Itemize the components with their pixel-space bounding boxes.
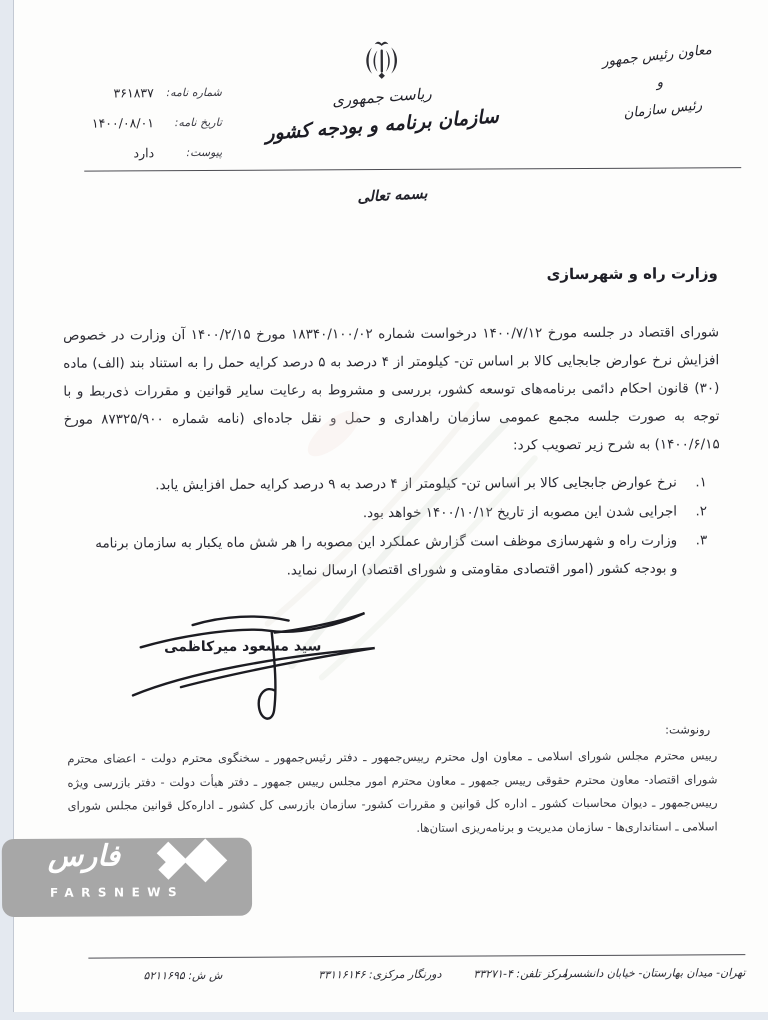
farsnews-logo-badge [2, 838, 252, 917]
letter-number-row [72, 77, 222, 108]
header-divider [84, 167, 741, 171]
resolution-text-3: وزارت راه و شهرسازی موظف است گزارش عملکرد این مصوبه را هر شش ماه یکبار به سازمان برنامه و بودجه کشور (امور اقتصادی مقاومتی و شورای اقتصاد) ارسال نماید. [95, 532, 678, 579]
handwritten-signature [122, 594, 433, 736]
attachment-label: پیوست: [186, 145, 223, 159]
deputy-title-line3: رئیس سازمان [622, 97, 703, 122]
farsnews-diamond-icon [183, 839, 227, 883]
letter-number-value: ۳۶۱۸۳۷ [113, 84, 154, 100]
farsnews-farsi-wordmark: فارس [47, 838, 121, 873]
letter-number-label: شماره نامه: [166, 85, 222, 99]
letter-content [11, 0, 768, 1014]
letter-date-label: تاریخ نامه: [174, 115, 223, 129]
resolution-item-3 [95, 526, 707, 585]
footer-address: تهران- میدان بهارستان- خیابان دانشسرا [563, 966, 746, 981]
org-name-line2: سازمان برنامه و بودجه کشور [264, 105, 500, 145]
scanned-letter-page [13, 0, 768, 1012]
bismillah-heading: بسمه تعالی [356, 185, 428, 206]
footer-divider [88, 954, 745, 958]
iran-emblem-icon [361, 36, 403, 86]
letter-date-row [72, 107, 222, 138]
letter-body-paragraph: شورای اقتصاد در جلسه مورخ ۱۴۰۰/۷/۱۲ درخواست شماره ۱۸۳۴۰/۱۰۰/۰۲ مورخ ۱۴۰۰/۲/۱۵ آن وزارت در خصوص افزایش نرخ عوارض جابجایی کالا بر اساس تن- کیلومتر از ۴ درصد به ۵ درصد کرایه حمل را به استناد بند (الف) ماده (۳۰) قانون احکام دائمی برنامه‌های توسعه کشور، بررسی و مشروط به رعایت سایر قوانین و مقررات ذی‌ربط و با توجه به صورت جلسه مجمع عمومی سازمان راهداری و حمل و نقل جاده‌ای (نامه شماره ۸۷۳۲۵/۹۰۰ مورخ ۱۴۰۰/۶/۱۵) به شرح زیر تصویب کرد: [63, 324, 720, 454]
resolution-number-2: ۲. [695, 503, 708, 520]
resolution-item-2 [95, 497, 707, 528]
attachment-value: دارد [133, 144, 155, 160]
resolution-number-3: ۳. [695, 532, 708, 549]
signer-name: سید مسعود میرکاظمی [164, 638, 322, 656]
letter-meta-fields [72, 77, 222, 168]
signature-block [122, 594, 433, 736]
letter-date-value: ۱۴۰۰/۰۸/۰۱ [91, 114, 155, 131]
resolution-text-1: نرخ عوارض جابجایی کالا بر اساس تن- کیلومتر از ۴ درصد به ۹ درصد کرایه حمل افزایش یابد. [155, 474, 677, 494]
footer-fax: دورنگار مرکزی: ۳۳۱۱۶۱۴۶ [318, 967, 442, 982]
resolution-text-2: اجرایی شدن این مصوبه از تاریخ ۱۴۰۰/۱۰/۱۲ خواهد بود. [362, 503, 678, 522]
footer-phone: مرکز تلفن: ۴-۳۳۲۷۱ [473, 967, 568, 981]
resolution-list [95, 468, 708, 586]
deputy-title-line2: و [655, 74, 664, 91]
cc-label: رونوشت: [665, 722, 711, 737]
deputy-title-block [571, 34, 749, 133]
footer-registration-number: ش ش: ۵۲۱۱۶۹۵ [143, 968, 223, 983]
deputy-title-line1: معاون رئیس جمهور [601, 41, 713, 70]
recipient-title: وزارت راه و شهرسازی [546, 264, 718, 284]
resolution-item-1 [95, 468, 707, 499]
org-name-line1: ریاست جمهوری [331, 84, 433, 110]
resolution-number-1: ۱. [695, 474, 707, 491]
farsnews-latin-wordmark: FARSNEWS [49, 885, 185, 900]
cc-recipients: رییس محترم مجلس شورای اسلامی ـ معاون اول محترم رییس‌جمهور ـ دفتر رئیس‌جمهور ـ سخنگوی محترم دولت - اعضای محترم شورای اقتصاد- معاون محترم حقوقی رییس جمهور ـ معاون محترم امور مجلس رییس جمهور ـ دفتر هیأت دولت - دفتر بازرسی ویژه رییس‌جمهور ـ دیوان محاسبات کشور ـ اداره کل قوانین و مقررات کشور- سازمان بازرسی کل کشور ـ اداره‌کل قوانین مجلس شورای اسلامی ـ استانداری‌ها - سازمان مدیریت و برنامه‌ریزی استان‌ها. [67, 748, 718, 835]
attachment-row [72, 137, 222, 168]
